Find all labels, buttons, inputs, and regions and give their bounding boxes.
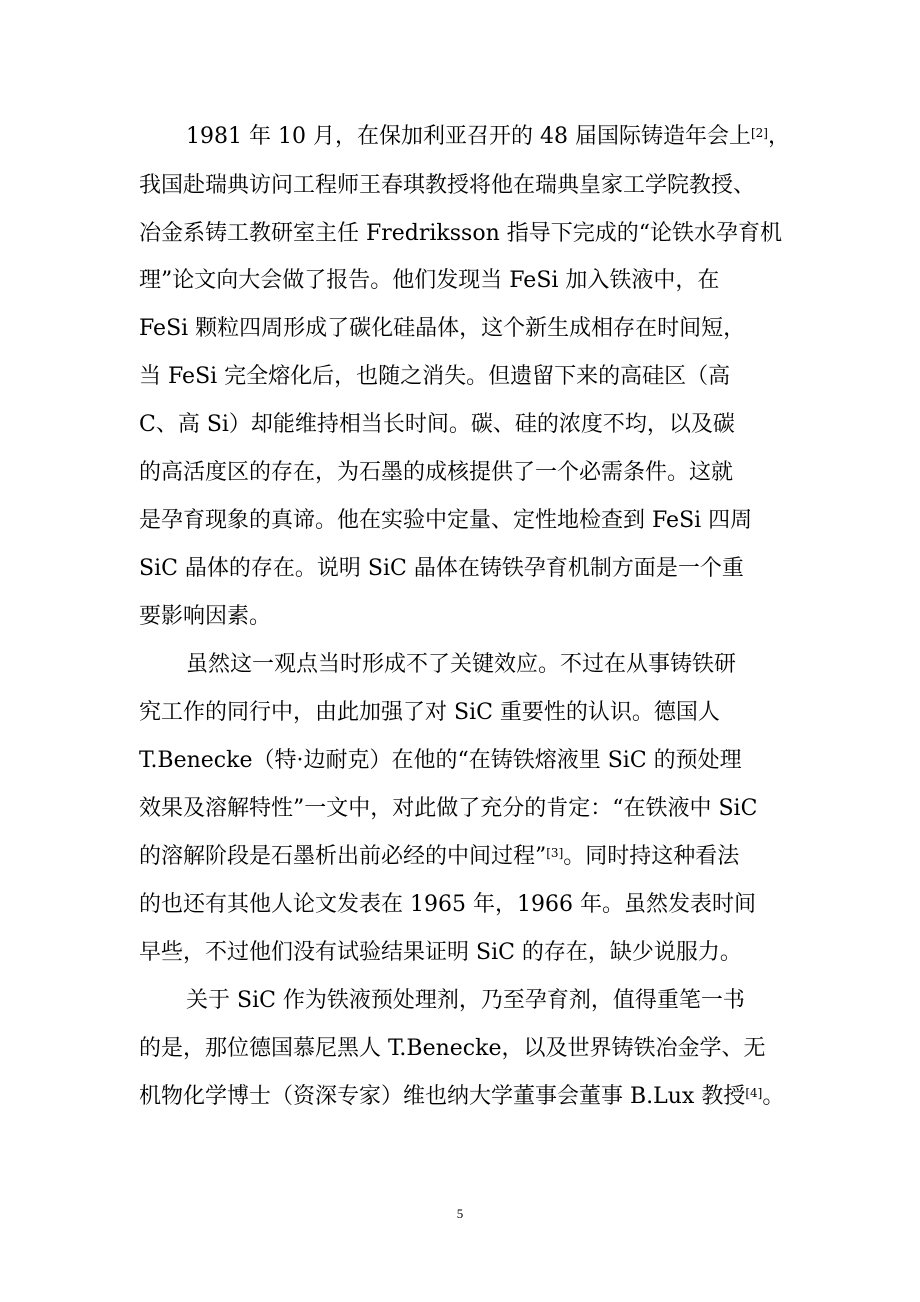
paragraph-1-line-6: 当 FeSi 完全熔化后，也随之消失。但遗留下来的高硅区（高 (139, 364, 731, 389)
paragraph-1-line-9: 是孕育现象的真谛。他在实验中定量、定性地检查到 FeSi 四周 (139, 508, 753, 533)
paragraph-1-line-1: 1981 年 10 月，在保加利亚召开的 48 届国际铸造年会上[2]， (186, 124, 790, 149)
paragraph-1-line-11: 要影响因素。 (139, 604, 272, 629)
citation-4: [4] (745, 1086, 763, 1100)
paragraph-2-line-2: 究工作的同行中，由此加强了对 SiC 重要性的认识。德国人 (139, 700, 720, 725)
paragraph-2-line-6: 的也还有其他人论文发表在 1965 年，1966 年。虽然发表时间 (139, 892, 756, 917)
citation-3: [3] (546, 846, 564, 860)
paragraph-3-line-3: 机物化学博士（资深专家）维也纳大学董事会董事 B.Lux 教授[4]。 (139, 1084, 785, 1109)
page-number: 5 (456, 1206, 464, 1221)
paragraph-1-line-2: 我国赴瑞典访问工程师王春琪教授将他在瑞典皇家工学院教授、 (139, 173, 756, 198)
paragraph-1-line-4: 理”论文向大会做了报告。他们发现当 FeSi 加入铁液中，在 (139, 268, 720, 293)
paragraph-2-line-4: 效果及溶解特性”一文中，对此做了充分的肯定：“在铁液中 SiC (139, 796, 758, 821)
paragraph-1-line-5: FeSi 颗粒四周形成了碳化硅晶体，这个新生成相存在时间短， (139, 316, 746, 341)
paragraph-2-line-7: 早些，不过他们没有试验结果证明 SiC 的存在，缺少说服力。 (139, 940, 742, 965)
paragraph-1-line-10: SiC 晶体的存在。说明 SiC 晶体在铸铁孕育机制方面是一个重 (139, 556, 744, 581)
paragraph-1-line-3: 冶金系铸工教研室主任 Fredriksson 指导下完成的“论铁水孕育机 (139, 221, 782, 246)
paragraph-1-line-8: 的高活度区的存在，为石墨的成核提供了一个必需条件。这就 (139, 460, 734, 485)
citation-2: [2] (750, 126, 768, 140)
paragraph-2-line-3: T.Benecke（特·边耐克）在他的“在铸铁熔液里 SiC 的预处理 (139, 748, 742, 773)
paragraph-3-line-1: 关于 SiC 作为铁液预处理剂，乃至孕育剂，值得重笔一书 (186, 988, 745, 1013)
paragraph-3-line-2: 的是，那位德国慕尼黑人 T.Benecke，以及世界铸铁冶金学、无 (139, 1036, 766, 1061)
paragraph-2-line-1: 虽然这一观点当时形成不了关键效应。不过在从事铸铁研 (186, 652, 737, 677)
paragraph-2-line-5: 的溶解阶段是石墨析出前必经的中间过程”[3]。同时持这种看法 (139, 844, 740, 869)
paragraph-1-line-7: C、高 Si）却能维持相当长时间。碳、硅的浓度不均，以及碳 (139, 412, 735, 437)
